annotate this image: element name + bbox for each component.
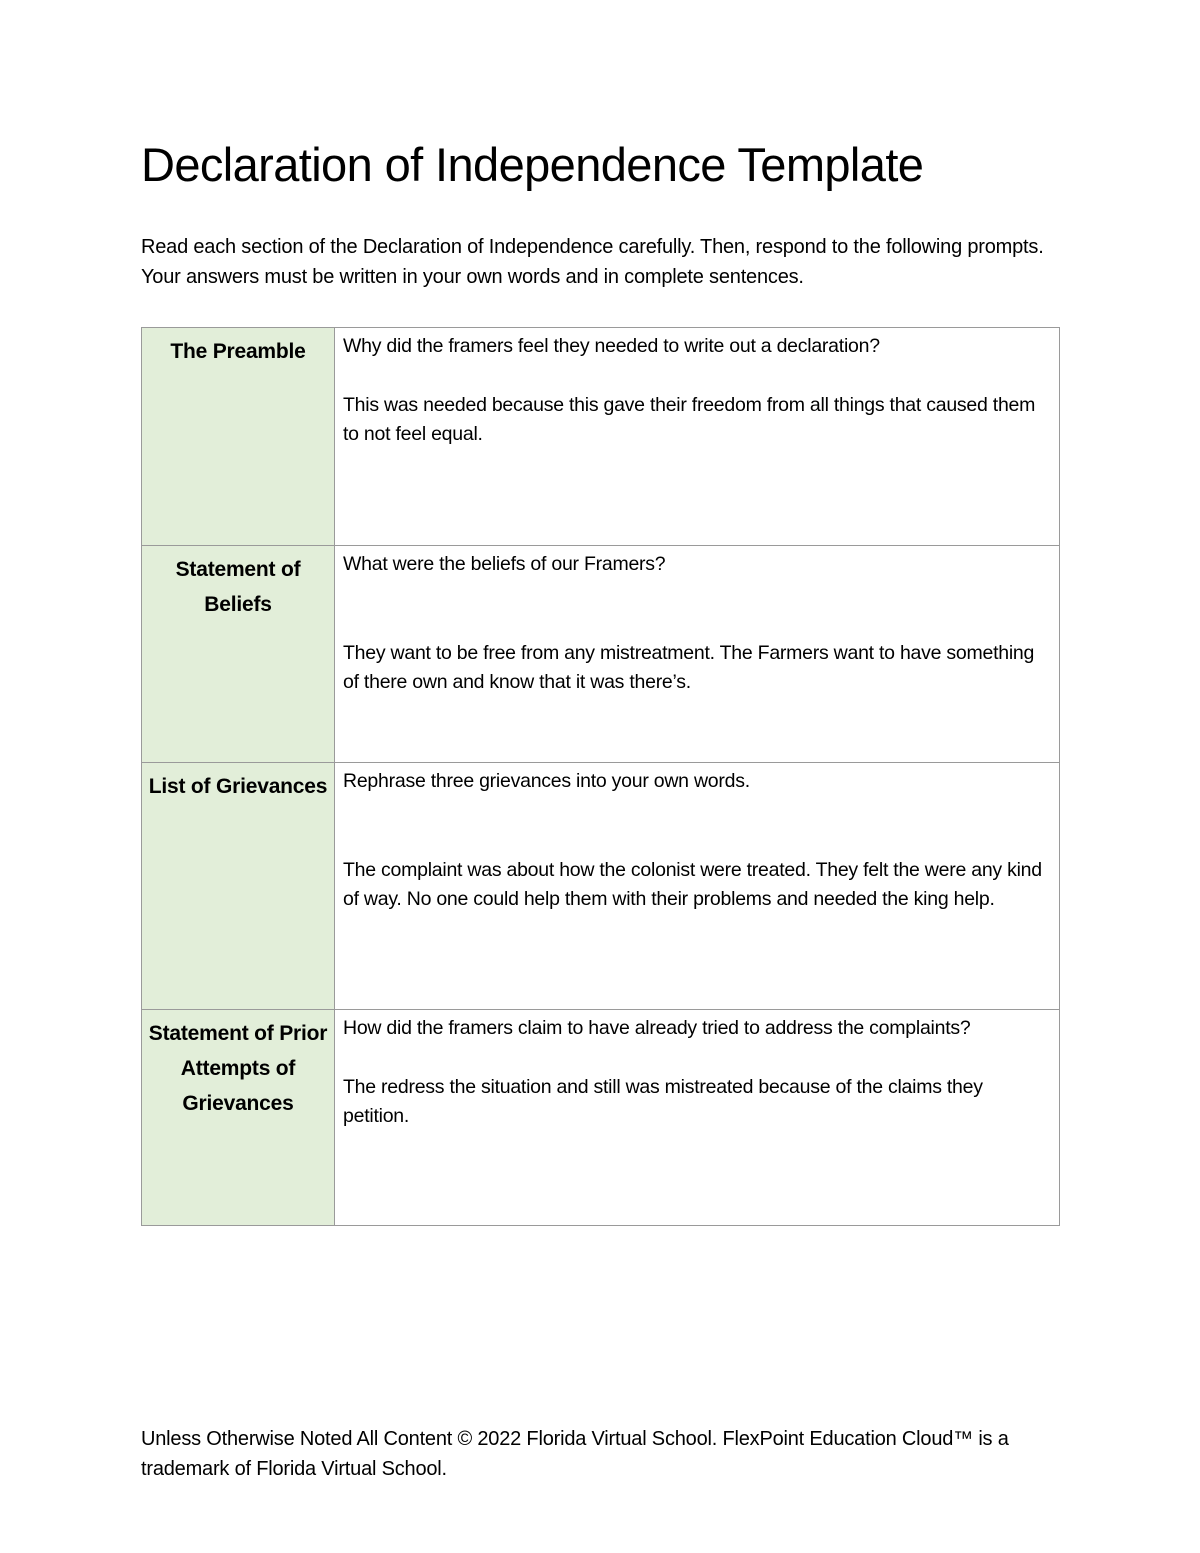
table-row [142,763,1060,1010]
section-label-prior-attempts: Statement of Prior Attempts of Grievances [142,1010,335,1226]
section-label-preamble: The Preamble [142,328,335,546]
response-cell-prior-attempts[interactable] [335,1010,1060,1226]
answer-text[interactable]: The complaint was about how the colonist were treated. They felt the were any kind of way. No one could help them with their problems and needed the king help. [343,858,1042,910]
answer-text[interactable]: They want to be free from any mistreatment. The Farmers want to have something of there own and know that it was there’s. [343,641,1035,693]
table-row [142,546,1060,763]
footer-copyright: Unless Otherwise Noted All Content © 2022 Florida Virtual School. FlexPoint Education Cloud™ is a trademark of Florida Virtual School. [141,1428,1009,1480]
prompt-text: Why did the framers feel they needed to write out a declaration? [343,335,880,357]
prompt-text: Rephrase three grievances into your own words. [343,770,750,792]
worksheet-table [141,327,1060,1226]
instructions-text: Read each section of the Declaration of Independence carefully. Then, respond to the following prompts. Your answers must be written in your own words and in complete sentences. [141,236,1044,288]
response-cell-statement-of-beliefs[interactable] [335,546,1060,763]
prompt-text: How did the framers claim to have already tried to address the complaints? [343,1017,971,1039]
section-label-statement-of-beliefs: Statement of Beliefs [142,546,335,763]
table-row [142,328,1060,546]
page-title: Declaration of Independence Template [141,138,924,191]
answer-text[interactable]: This was needed because this gave their freedom from all things that caused them to not feel equal. [343,393,1036,445]
response-cell-preamble[interactable] [335,328,1060,546]
answer-text[interactable]: The redress the situation and still was mistreated because of the claims they petition. [343,1075,983,1127]
prompt-text: What were the beliefs of our Framers? [343,553,666,575]
table-row [142,1010,1060,1226]
section-label-list-of-grievances: List of Grievances [142,763,335,1010]
response-cell-list-of-grievances[interactable] [335,763,1060,1010]
